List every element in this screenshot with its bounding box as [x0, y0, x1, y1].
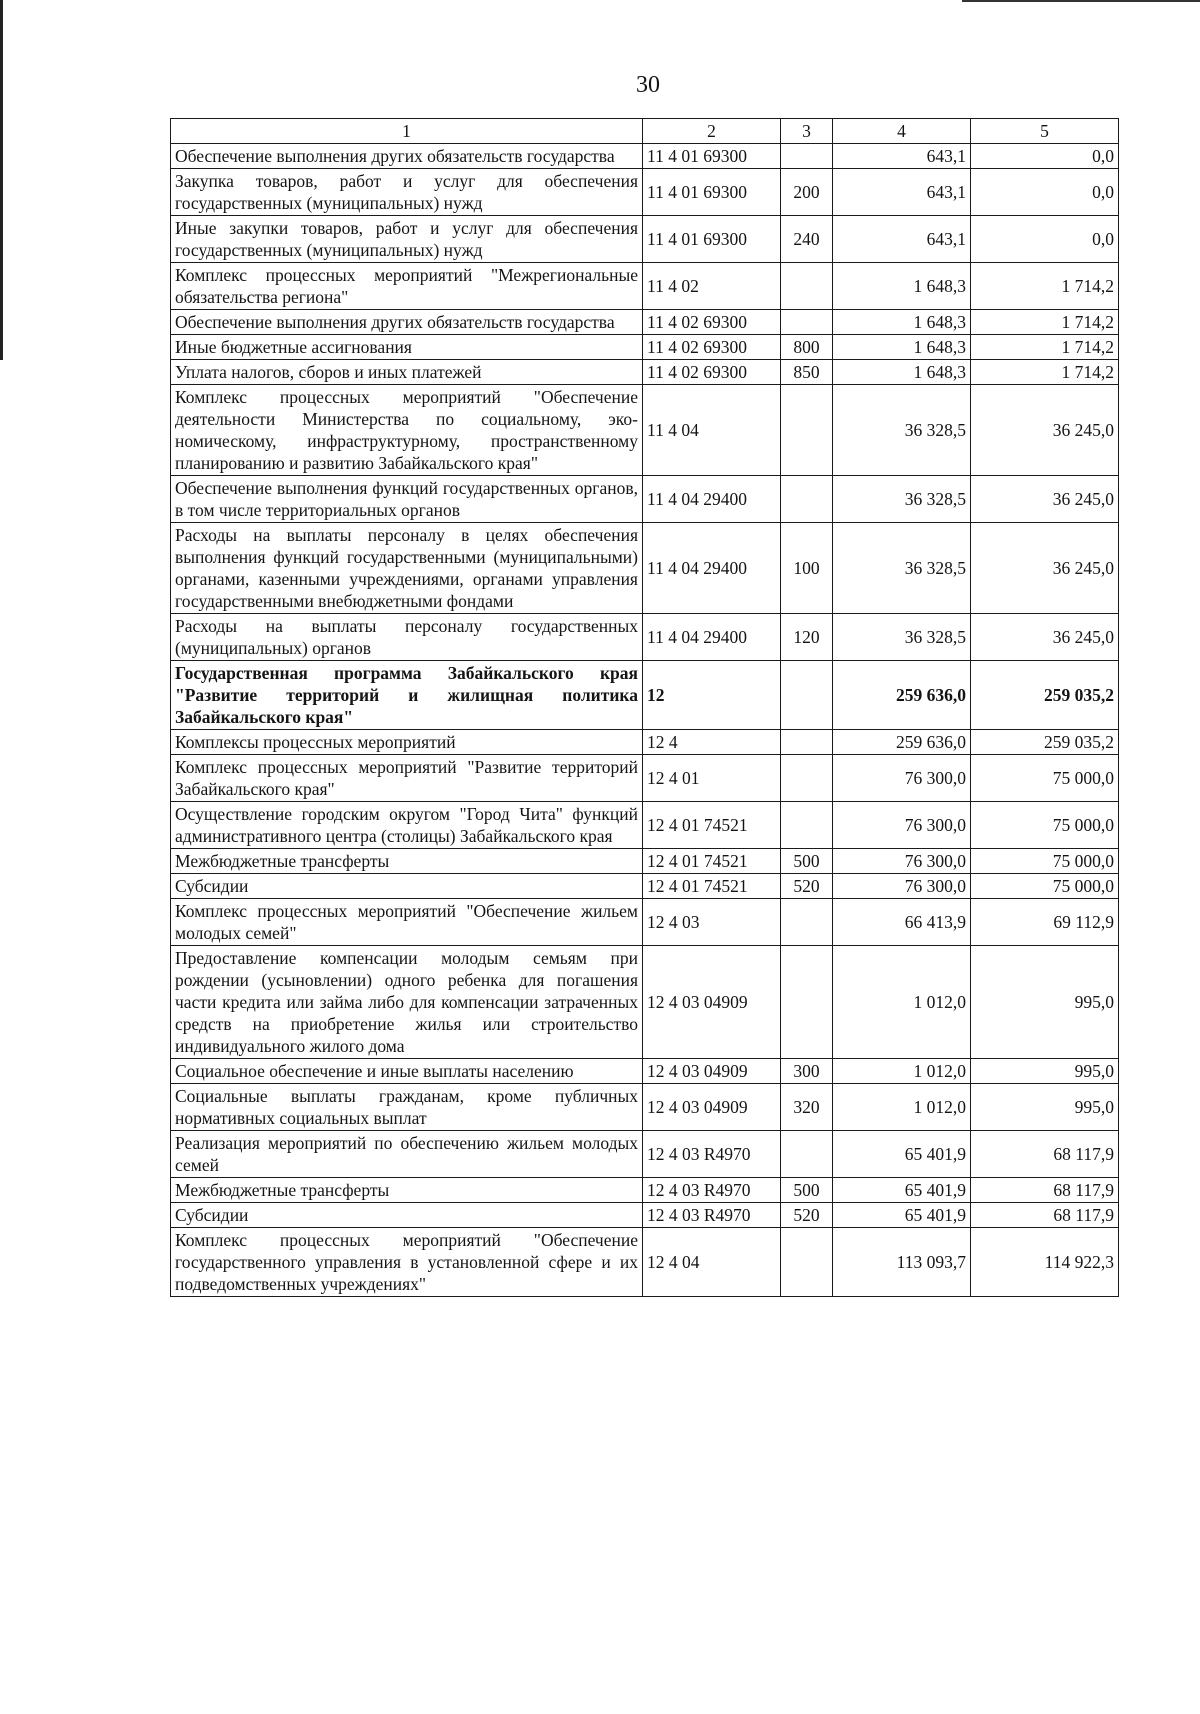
- row-value-col5-cell: 0,0: [971, 216, 1119, 263]
- table-row: [171, 946, 1119, 1059]
- row-type-cell: [781, 802, 833, 849]
- table-row: [171, 1084, 1119, 1131]
- row-type-cell: 120: [781, 614, 833, 661]
- row-value-col4-cell: 1 648,3: [833, 263, 971, 310]
- row-name-cell: Расходы на выплаты персоналу государственных (муниципальных) органов: [171, 614, 643, 661]
- row-type-cell: [781, 1131, 833, 1178]
- row-value-col5-cell: 259 035,2: [971, 730, 1119, 755]
- row-name-cell: Комплекс процессных мероприятий "Обеспечение жильем молодых семей": [171, 899, 643, 946]
- table-row: [171, 310, 1119, 335]
- row-name-cell: Расходы на выплаты персоналу в целях обеспечения выполнения функций государственными (муниципальными) органами, казенными учреждениями, органами управления государственными внебюджетными фондами: [171, 523, 643, 614]
- table-row: [171, 360, 1119, 385]
- row-code-cell: 11 4 04 29400: [643, 523, 781, 614]
- row-value-col5-cell: 1 714,2: [971, 310, 1119, 335]
- row-type-cell: 850: [781, 360, 833, 385]
- row-code-cell: 11 4 02: [643, 263, 781, 310]
- table-row: [171, 263, 1119, 310]
- table-row: [171, 216, 1119, 263]
- row-code-cell: 12 4 01 74521: [643, 874, 781, 899]
- table-row: [171, 335, 1119, 360]
- table-row: [171, 144, 1119, 169]
- row-value-col4-cell: 36 328,5: [833, 614, 971, 661]
- row-value-col5-cell: 75 000,0: [971, 874, 1119, 899]
- row-value-col4-cell: 1 648,3: [833, 360, 971, 385]
- row-name-cell: Комплекс процессных мероприятий "Обеспечение деятельности Министерства по социальному, экономическому, инфраструктурному, пространственному планированию и развитию Забайкальского края": [171, 385, 643, 476]
- row-type-cell: 500: [781, 1178, 833, 1203]
- table-row: [171, 523, 1119, 614]
- row-name-cell: Предоставление компенсации молодым семьям при рождении (усыновлении) одного ребенка для погашения части кредита или займа либо для компенсации затраченных средств на приобретение жилья или строительство индивидуального жилого дома: [171, 946, 643, 1059]
- row-name-cell: Осуществление городским округом "Город Чита" функций административного центра (столицы) Забайкальского края: [171, 802, 643, 849]
- row-name-cell: Межбюджетные трансферты: [171, 1178, 643, 1203]
- row-name-cell: Комплексы процессных мероприятий: [171, 730, 643, 755]
- table-row: [171, 1131, 1119, 1178]
- scan-edge-left: [0, 0, 3, 360]
- row-value-col5-cell: 0,0: [971, 144, 1119, 169]
- row-type-cell: 500: [781, 849, 833, 874]
- row-value-col5-cell: 69 112,9: [971, 899, 1119, 946]
- row-type-cell: 520: [781, 874, 833, 899]
- row-value-col5-cell: 75 000,0: [971, 849, 1119, 874]
- row-name-cell: Комплекс процессных мероприятий "Межрегиональные обязательства региона": [171, 263, 643, 310]
- row-value-col4-cell: 76 300,0: [833, 874, 971, 899]
- table-row: [171, 849, 1119, 874]
- table-row: [171, 476, 1119, 523]
- row-name-cell: Обеспечение выполнения функций государственных органов, в том числе территориальных органов: [171, 476, 643, 523]
- row-value-col4-cell: 1 012,0: [833, 1084, 971, 1131]
- row-value-col4-cell: 1 012,0: [833, 1059, 971, 1084]
- row-code-cell: 12 4 01 74521: [643, 849, 781, 874]
- table-row: [171, 802, 1119, 849]
- row-type-cell: 800: [781, 335, 833, 360]
- row-code-cell: 11 4 01 69300: [643, 144, 781, 169]
- row-name-cell: Иные бюджетные ассигнования: [171, 335, 643, 360]
- row-name-cell: Субсидии: [171, 874, 643, 899]
- column-header: 3: [781, 119, 833, 144]
- table-row: [171, 899, 1119, 946]
- row-code-cell: 12: [643, 661, 781, 730]
- row-value-col4-cell: 76 300,0: [833, 755, 971, 802]
- row-value-col4-cell: 259 636,0: [833, 730, 971, 755]
- table-row: [171, 730, 1119, 755]
- row-value-col4-cell: 65 401,9: [833, 1131, 971, 1178]
- row-name-cell: Социальные выплаты гражданам, кроме публичных нормативных социальных выплат: [171, 1084, 643, 1131]
- row-value-col5-cell: 1 714,2: [971, 335, 1119, 360]
- row-code-cell: 12 4 03: [643, 899, 781, 946]
- row-name-cell: Государственная программа Забайкальского края "Развитие территорий и жилищная политика Забайкальского края": [171, 661, 643, 730]
- table-row: [171, 661, 1119, 730]
- row-name-cell: Комплекс процессных мероприятий "Обеспечение государственного управления в установленной сфере и их подведомственных учреждениях": [171, 1228, 643, 1297]
- row-value-col5-cell: 995,0: [971, 946, 1119, 1059]
- row-type-cell: [781, 385, 833, 476]
- row-code-cell: 11 4 04: [643, 385, 781, 476]
- column-header: 1: [171, 119, 643, 144]
- row-value-col5-cell: 36 245,0: [971, 523, 1119, 614]
- row-type-cell: 320: [781, 1084, 833, 1131]
- row-code-cell: 12 4: [643, 730, 781, 755]
- row-code-cell: 12 4 03 04909: [643, 946, 781, 1059]
- table-row: [171, 1059, 1119, 1084]
- row-value-col5-cell: 36 245,0: [971, 385, 1119, 476]
- row-code-cell: 12 4 03 R4970: [643, 1178, 781, 1203]
- row-value-col4-cell: 65 401,9: [833, 1178, 971, 1203]
- row-type-cell: 200: [781, 169, 833, 216]
- row-value-col5-cell: 68 117,9: [971, 1178, 1119, 1203]
- row-value-col4-cell: 36 328,5: [833, 385, 971, 476]
- row-value-col4-cell: 643,1: [833, 169, 971, 216]
- row-type-cell: [781, 144, 833, 169]
- row-value-col4-cell: 1 012,0: [833, 946, 971, 1059]
- row-value-col5-cell: 0,0: [971, 169, 1119, 216]
- scan-edge-top: [962, 0, 1200, 2]
- row-code-cell: 12 4 04: [643, 1228, 781, 1297]
- row-value-col4-cell: 113 093,7: [833, 1228, 971, 1297]
- table-row: [171, 614, 1119, 661]
- row-name-cell: Закупка товаров, работ и услуг для обеспечения государственных (муниципальных) нужд: [171, 169, 643, 216]
- budget-table: [170, 118, 1119, 1297]
- row-value-col5-cell: 36 245,0: [971, 614, 1119, 661]
- row-code-cell: 11 4 01 69300: [643, 216, 781, 263]
- row-type-cell: [781, 730, 833, 755]
- row-name-cell: Межбюджетные трансферты: [171, 849, 643, 874]
- row-value-col4-cell: 643,1: [833, 144, 971, 169]
- row-type-cell: [781, 899, 833, 946]
- row-value-col4-cell: 1 648,3: [833, 310, 971, 335]
- row-type-cell: 520: [781, 1203, 833, 1228]
- row-type-cell: 240: [781, 216, 833, 263]
- row-name-cell: Обеспечение выполнения других обязательств государства: [171, 310, 643, 335]
- row-type-cell: [781, 1228, 833, 1297]
- table-row: [171, 755, 1119, 802]
- row-type-cell: [781, 263, 833, 310]
- row-type-cell: [781, 946, 833, 1059]
- row-value-col5-cell: 68 117,9: [971, 1203, 1119, 1228]
- row-name-cell: Иные закупки товаров, работ и услуг для обеспечения государственных (муниципальных) нужд: [171, 216, 643, 263]
- row-code-cell: 11 4 02 69300: [643, 335, 781, 360]
- row-type-cell: 300: [781, 1059, 833, 1084]
- row-value-col4-cell: 76 300,0: [833, 802, 971, 849]
- row-code-cell: 11 4 04 29400: [643, 614, 781, 661]
- row-value-col4-cell: 643,1: [833, 216, 971, 263]
- row-value-col4-cell: 36 328,5: [833, 476, 971, 523]
- table-row: [171, 1228, 1119, 1297]
- row-code-cell: 11 4 01 69300: [643, 169, 781, 216]
- row-name-cell: Комплекс процессных мероприятий "Развитие территорий Забайкальского края": [171, 755, 643, 802]
- row-type-cell: [781, 661, 833, 730]
- row-code-cell: 12 4 01 74521: [643, 802, 781, 849]
- row-value-col4-cell: 65 401,9: [833, 1203, 971, 1228]
- row-value-col5-cell: 995,0: [971, 1084, 1119, 1131]
- row-name-cell: Реализация мероприятий по обеспечению жильем молодых семей: [171, 1131, 643, 1178]
- row-value-col5-cell: 75 000,0: [971, 755, 1119, 802]
- row-value-col4-cell: 1 648,3: [833, 335, 971, 360]
- row-value-col5-cell: 995,0: [971, 1059, 1119, 1084]
- row-type-cell: [781, 310, 833, 335]
- row-value-col4-cell: 36 328,5: [833, 523, 971, 614]
- row-code-cell: 11 4 02 69300: [643, 310, 781, 335]
- table-row: [171, 874, 1119, 899]
- row-value-col5-cell: 75 000,0: [971, 802, 1119, 849]
- row-value-col5-cell: 1 714,2: [971, 360, 1119, 385]
- row-value-col5-cell: 114 922,3: [971, 1228, 1119, 1297]
- page-number: 30: [636, 72, 660, 98]
- row-value-col4-cell: 66 413,9: [833, 899, 971, 946]
- table-row: [171, 385, 1119, 476]
- row-name-cell: Социальное обеспечение и иные выплаты населению: [171, 1059, 643, 1084]
- row-type-cell: [781, 755, 833, 802]
- row-value-col4-cell: 259 636,0: [833, 661, 971, 730]
- table-header-row: [171, 119, 1119, 144]
- table-row: [171, 1203, 1119, 1228]
- row-value-col5-cell: 36 245,0: [971, 476, 1119, 523]
- column-header: 5: [971, 119, 1119, 144]
- table-row: [171, 169, 1119, 216]
- column-header: 4: [833, 119, 971, 144]
- row-value-col5-cell: 1 714,2: [971, 263, 1119, 310]
- row-type-cell: 100: [781, 523, 833, 614]
- row-value-col4-cell: 76 300,0: [833, 849, 971, 874]
- row-value-col5-cell: 259 035,2: [971, 661, 1119, 730]
- table-row: [171, 1178, 1119, 1203]
- row-code-cell: 12 4 03 R4970: [643, 1203, 781, 1228]
- column-header: 2: [643, 119, 781, 144]
- row-code-cell: 12 4 03 04909: [643, 1084, 781, 1131]
- row-code-cell: 12 4 03 04909: [643, 1059, 781, 1084]
- row-name-cell: Уплата налогов, сборов и иных платежей: [171, 360, 643, 385]
- row-code-cell: 12 4 03 R4970: [643, 1131, 781, 1178]
- row-code-cell: 11 4 04 29400: [643, 476, 781, 523]
- row-name-cell: Субсидии: [171, 1203, 643, 1228]
- row-name-cell: Обеспечение выполнения других обязательств государства: [171, 144, 643, 169]
- row-type-cell: [781, 476, 833, 523]
- row-code-cell: 12 4 01: [643, 755, 781, 802]
- row-code-cell: 11 4 02 69300: [643, 360, 781, 385]
- row-value-col5-cell: 68 117,9: [971, 1131, 1119, 1178]
